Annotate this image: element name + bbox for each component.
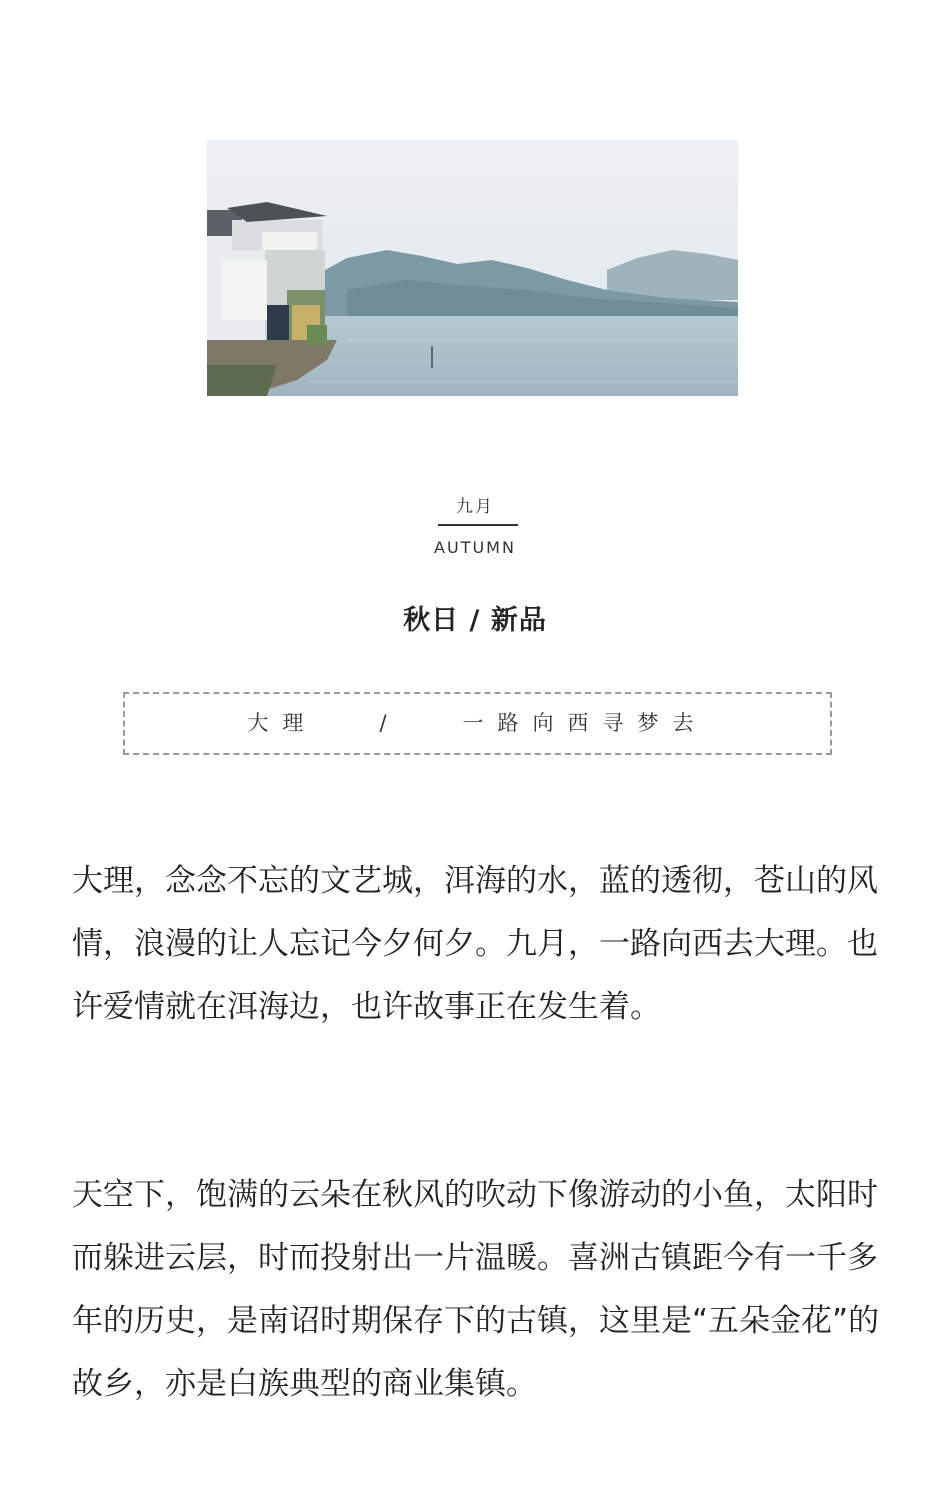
- month-label: 九月: [456, 497, 494, 517]
- season-label: AUTUMN: [434, 538, 516, 557]
- intro-paragraph: 大理，念念不忘的文艺城，洱海的水，蓝的透彻，苍山的风情，浪漫的让人忘记今夕何夕。九月，一路向西去大理。也许爱情就在洱海边，也许故事正在发生着。: [72, 863, 878, 1025]
- lake-scene-image: [207, 140, 738, 396]
- tagline-box: 大理 / 一路向西寻梦去: [123, 692, 832, 755]
- page-title: 秋日 / 新品: [403, 605, 547, 636]
- hero-photo: [207, 140, 738, 396]
- month-divider: [438, 524, 518, 526]
- description-paragraph: 天空下，饱满的云朵在秋风的吹动下像游动的小鱼，太阳时而躲进云层，时而投射出一片温暖。喜洲古镇距今有一千多年的历史，是南诏时期保存下的古镇，这里是“五朵金花”的故乡，亦是白族典型的商业集镇。: [72, 1177, 880, 1402]
